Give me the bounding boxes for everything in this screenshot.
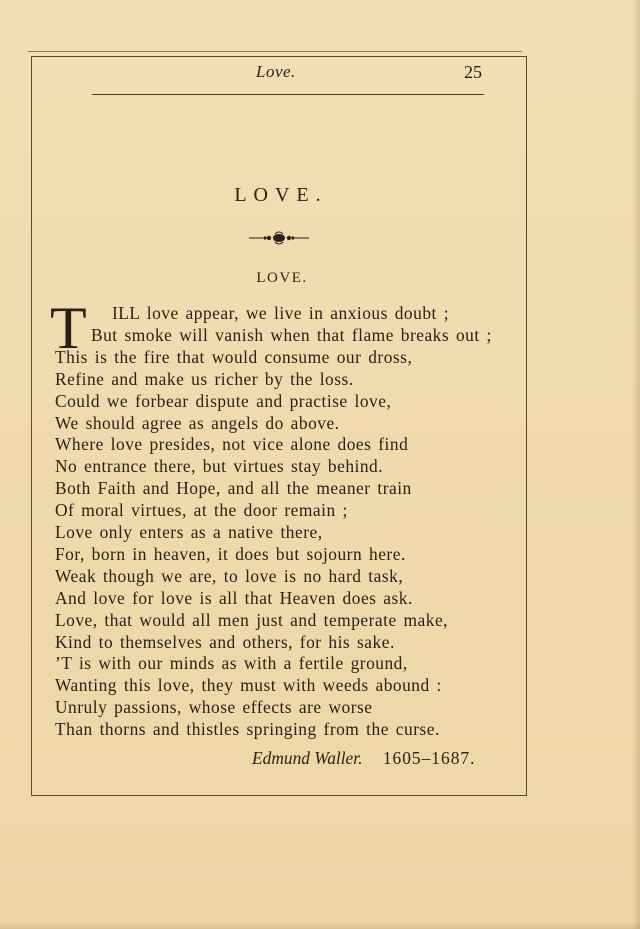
attribution [252,748,475,769]
poem-line: Kind to themselves and others, for his sake. [55,631,395,652]
poem-line: ’T is with our minds as with a fertile ground, [55,653,408,674]
poem-line: Both Faith and Hope, and all the meaner train [55,478,412,499]
poem-line: We should agree as angels do above. [55,412,340,433]
ornament-divider-icon [249,228,309,248]
running-head-title: Love. [256,62,296,81]
poem-line: Where love presides, not vice alone does find [55,434,409,455]
poem-line: For, born in heaven, it does but sojourn here. [55,543,406,564]
poem-line: Could we forbear dispute and practise love, [55,390,392,411]
poem-line: Than thorns and thistles springing from the curse. [55,719,440,740]
running-head [0,62,640,86]
poem-line: Refine and make us richer by the loss. [55,368,354,389]
poem-line: Weak though we are, to love is no hard task, [55,565,404,586]
poem-line: Love, that would all men just and temperate make, [55,609,449,630]
poem-author: Edmund Waller. [252,748,363,768]
page-bottom-shadow [0,921,640,929]
poem-line: And love for love is all that Heaven does ask. [55,587,413,608]
poem-line: Wanting this love, they must with weeds abound : [55,675,442,696]
poem-line: Of moral virtues, at the door remain ; [55,500,348,521]
poem-line: ILL love appear, we live in anxious doubt ; [112,303,450,323]
poem-dates: 1605–1687. [382,748,476,768]
frame-offset-rule [28,51,522,52]
poem-line: Unruly passions, whose effects are worse [55,697,373,718]
drop-cap: T [50,295,87,361]
page-number: 25 [464,62,482,82]
section-title: LOVE. [234,184,328,206]
poem-title: LOVE. [256,270,308,286]
poem-line: But smoke will vanish when that flame breaks out ; [91,324,492,345]
poem-line: This is the fire that would consume our dross, [55,346,413,367]
poem-line: No entrance there, but virtues stay behind. [55,456,384,477]
page-edge-shadow [632,0,640,929]
poem-line: Love only enters as a native there, [55,522,323,542]
running-head-rule [92,94,484,95]
